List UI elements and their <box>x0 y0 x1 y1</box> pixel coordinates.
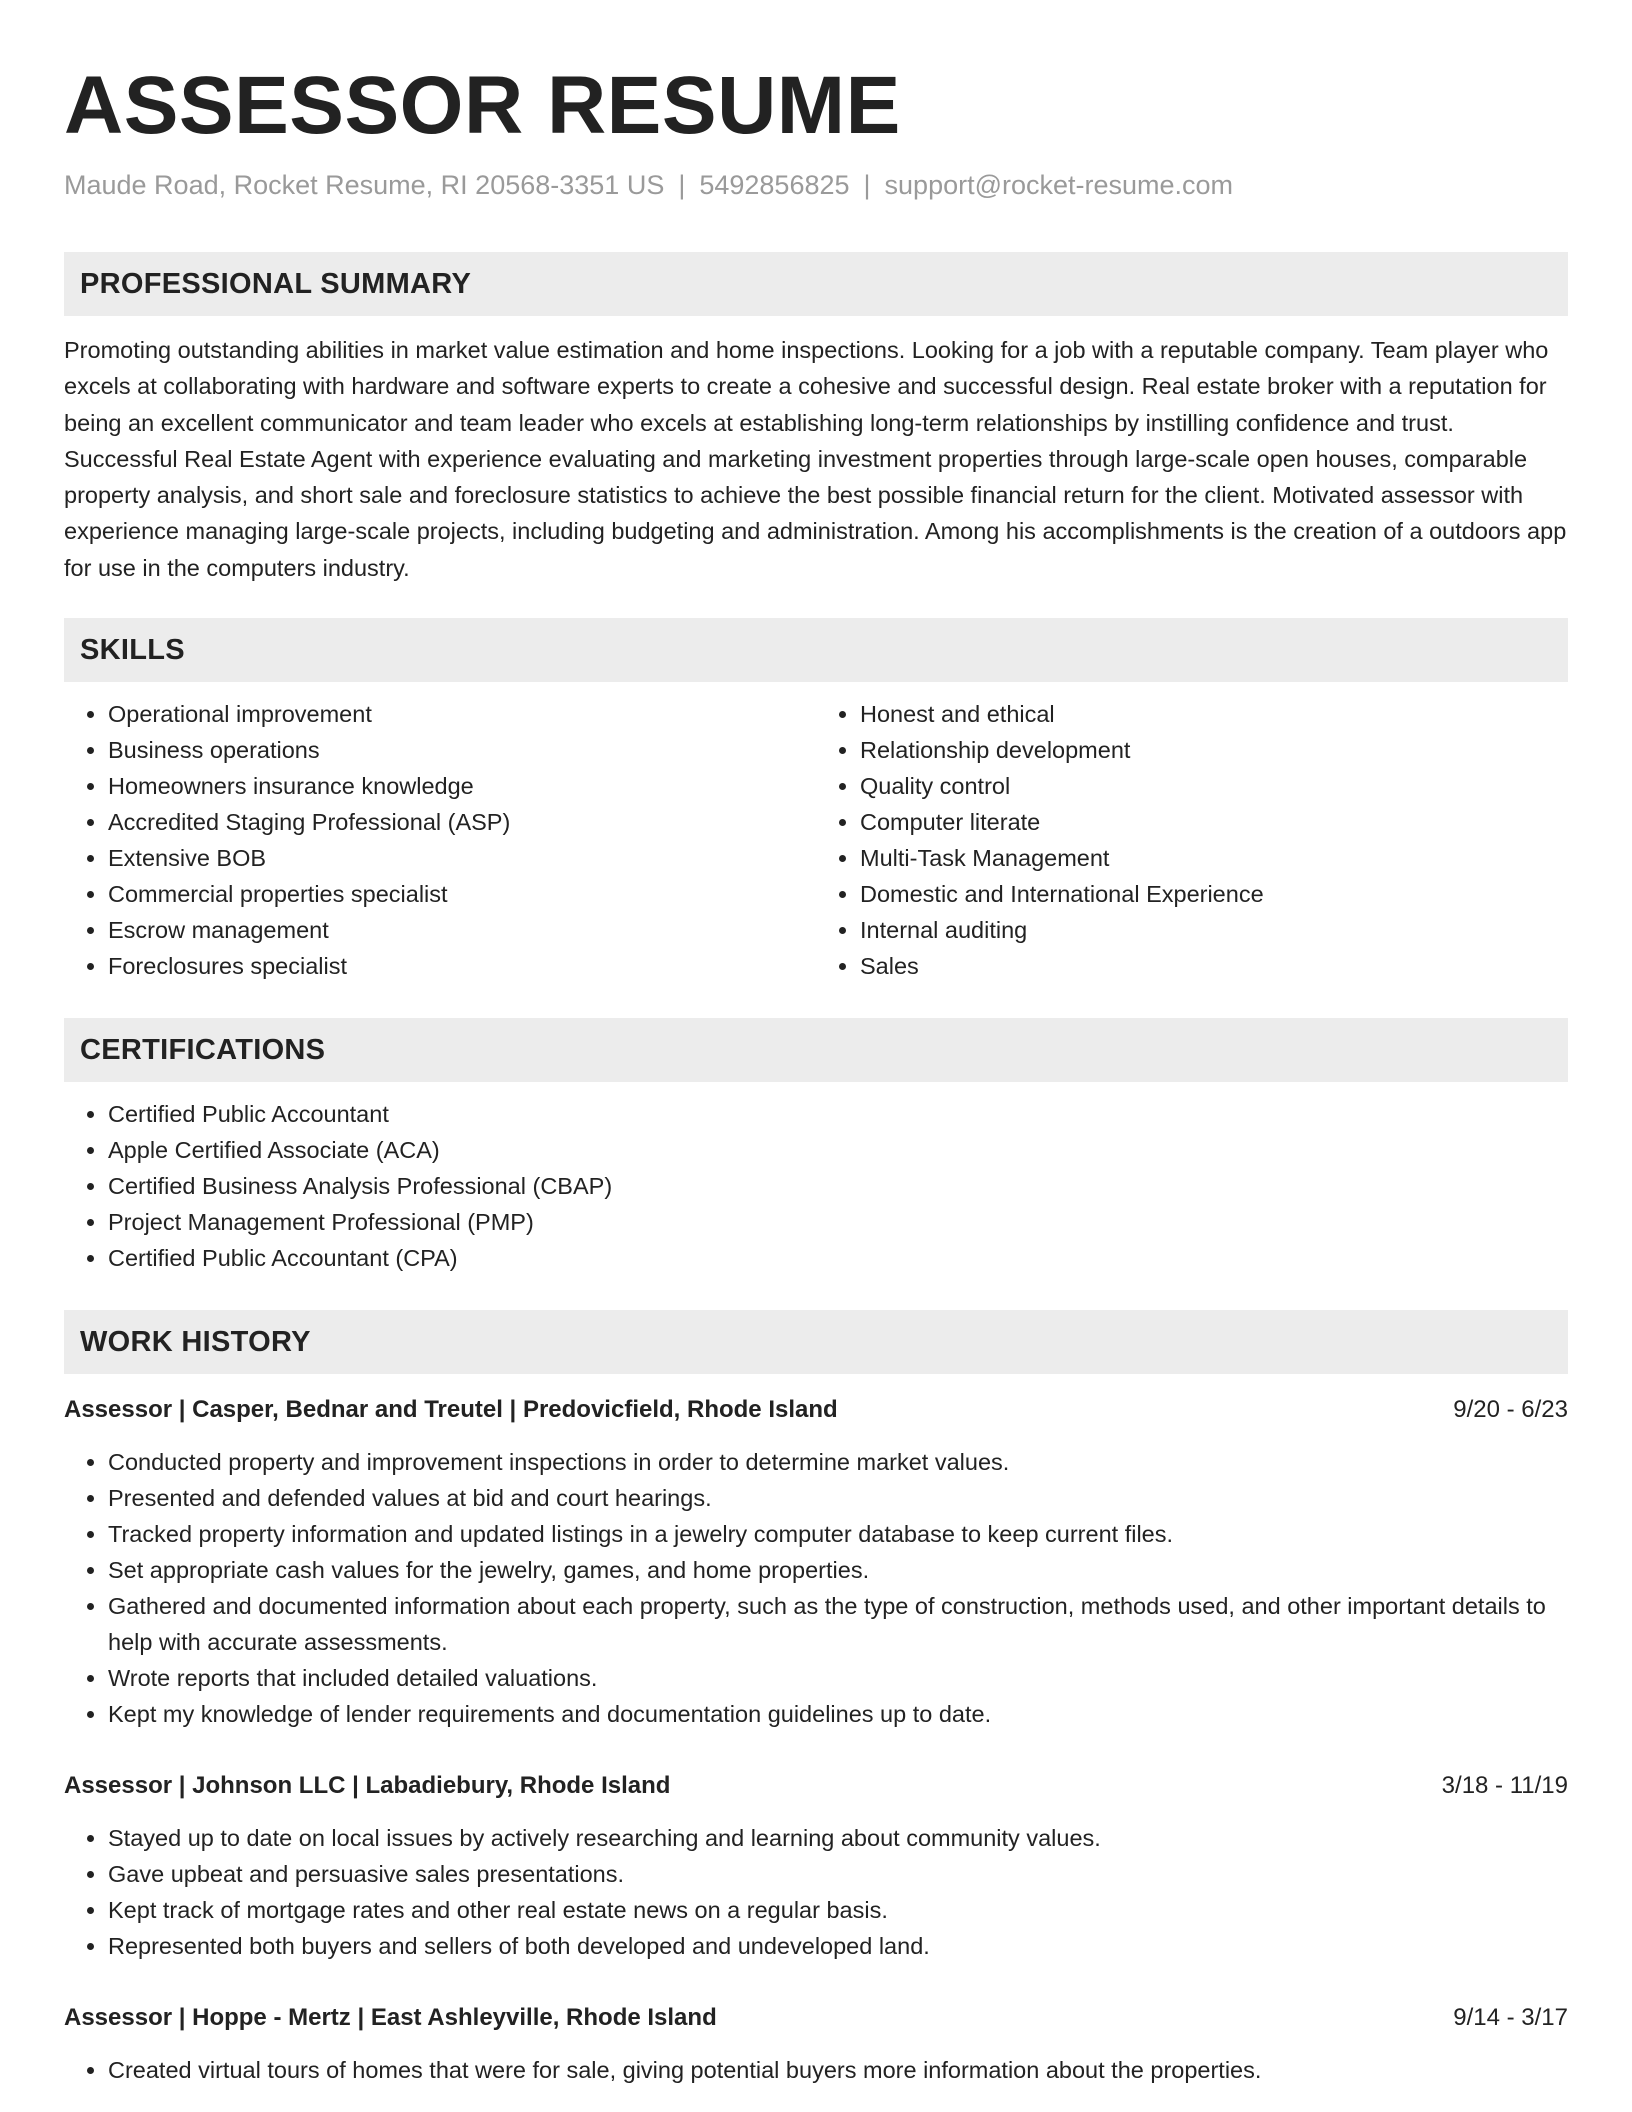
contact-phone: 5492856825 <box>699 170 850 200</box>
certification-item: • Certified Public Accountant (CPA) <box>108 1240 1568 1276</box>
certifications-list <box>64 1096 1568 1276</box>
job-bullets <box>64 1444 1568 1732</box>
job-entry <box>64 1768 1568 1964</box>
job-bullets <box>64 1820 1568 1964</box>
certification-item: • Certified Business Analysis Professional (CBAP) <box>108 1168 1568 1204</box>
certifications-heading: CERTIFICATIONS <box>64 1018 1568 1082</box>
skill-item: • Escrow management <box>108 912 816 948</box>
job-dates: 9/14 - 3/17 <box>1453 2004 1568 2032</box>
job-bullets <box>64 2052 1568 2088</box>
skill-item: • Domestic and International Experience <box>860 876 1568 912</box>
contact-separator: | <box>678 170 686 200</box>
job-bullet: • Gave upbeat and persuasive sales presentations. <box>108 1856 1568 1892</box>
job-bullet: • Set appropriate cash values for the jewelry, games, and home properties. <box>108 1552 1568 1588</box>
skill-item: • Computer literate <box>860 804 1568 840</box>
skill-item: • Internal auditing <box>860 912 1568 948</box>
skill-item: • Honest and ethical <box>860 696 1568 732</box>
summary-text: Promoting outstanding abilities in market value estimation and home inspections. Looking for a job with a reputable company. Team player who excels at collaborating with hardware and software experts to create a cohesive and successful design. Real estate broker with a reputation for being an excellent communicator and team leader who excels at establishing long-term relationships by instilling confidence and trust. Successful Real Estate Agent with experience evaluating and marketing investment properties through large-scale open houses, comparable property analysis, and short sale and foreclosure statistics to achieve the best possible financial return for the client. Motivated assessor with experience managing large-scale projects, including budgeting and administration. Among his accomplishments is the creation of a outdoors app for use in the computers industry. <box>64 337 1567 581</box>
job-bullet: • Gathered and documented information about each property, such as the type of construction, methods used, and other important details to help with accurate assessments. <box>108 1588 1568 1660</box>
skill-item: • Sales <box>860 948 1568 984</box>
certification-item: • Certified Public Accountant <box>108 1096 1568 1132</box>
resume-title: ASSESSOR RESUME <box>64 60 901 151</box>
contact-separator: | <box>863 170 871 200</box>
skill-item: • Homeowners insurance knowledge <box>108 768 816 804</box>
job-bullet: • Kept my knowledge of lender requirements and documentation guidelines up to date. <box>108 1696 1568 1732</box>
job-title: Assessor | Johnson LLC | Labadiebury, Rhode Island <box>64 1772 671 1800</box>
skill-item: • Quality control <box>860 768 1568 804</box>
skill-item: • Operational improvement <box>108 696 816 732</box>
job-dates: 9/20 - 6/23 <box>1453 1396 1568 1424</box>
job-bullet: • Tracked property information and updated listings in a jewelry computer database to keep current files. <box>108 1516 1568 1552</box>
job-dates: 3/18 - 11/19 <box>1441 1772 1568 1800</box>
job-entry <box>64 2000 1568 2088</box>
skill-item: • Foreclosures specialist <box>108 948 816 984</box>
skills-columns <box>64 696 1568 984</box>
job-bullet: • Conducted property and improvement inspections in order to determine market values. <box>108 1444 1568 1480</box>
skill-item: • Relationship development <box>860 732 1568 768</box>
skills-list-right <box>816 696 1568 984</box>
summary-heading: PROFESSIONAL SUMMARY <box>64 252 1568 316</box>
work-history-heading: WORK HISTORY <box>64 1310 1568 1374</box>
job-bullet: • Stayed up to date on local issues by actively researching and learning about community values. <box>108 1820 1568 1856</box>
skill-item: • Multi-Task Management <box>860 840 1568 876</box>
job-bullet: • Created virtual tours of homes that were for sale, giving potential buyers more information about the properties. <box>108 2052 1568 2088</box>
job-bullet: • Represented both buyers and sellers of both developed and undeveloped land. <box>108 1928 1568 1964</box>
job-entry <box>64 1392 1568 1732</box>
skill-item: • Business operations <box>108 732 816 768</box>
certification-item: • Project Management Professional (PMP) <box>108 1204 1568 1240</box>
job-header <box>64 2000 1568 2036</box>
resume-page <box>64 0 1568 2088</box>
job-header <box>64 1768 1568 1804</box>
job-title: Assessor | Casper, Bednar and Treutel | Predovicfield, Rhode Island <box>64 1396 838 1424</box>
contact-email: support@rocket-resume.com <box>884 170 1234 200</box>
contact-line <box>64 168 1568 202</box>
skill-item: • Accredited Staging Professional (ASP) <box>108 804 816 840</box>
job-bullet: • Kept track of mortgage rates and other real estate news on a regular basis. <box>108 1892 1568 1928</box>
job-header <box>64 1392 1568 1428</box>
skill-item: • Extensive BOB <box>108 840 816 876</box>
job-title: Assessor | Hoppe - Mertz | East Ashleyville, Rhode Island <box>64 2004 717 2032</box>
job-bullet: • Wrote reports that included detailed valuations. <box>108 1660 1568 1696</box>
skills-heading: SKILLS <box>64 618 1568 682</box>
certification-item: • Apple Certified Associate (ACA) <box>108 1132 1568 1168</box>
skills-list-left <box>64 696 816 984</box>
contact-address: Maude Road, Rocket Resume, RI 20568-3351 US <box>64 170 665 200</box>
skill-item: • Commercial properties specialist <box>108 876 816 912</box>
job-bullet: • Presented and defended values at bid and court hearings. <box>108 1480 1568 1516</box>
